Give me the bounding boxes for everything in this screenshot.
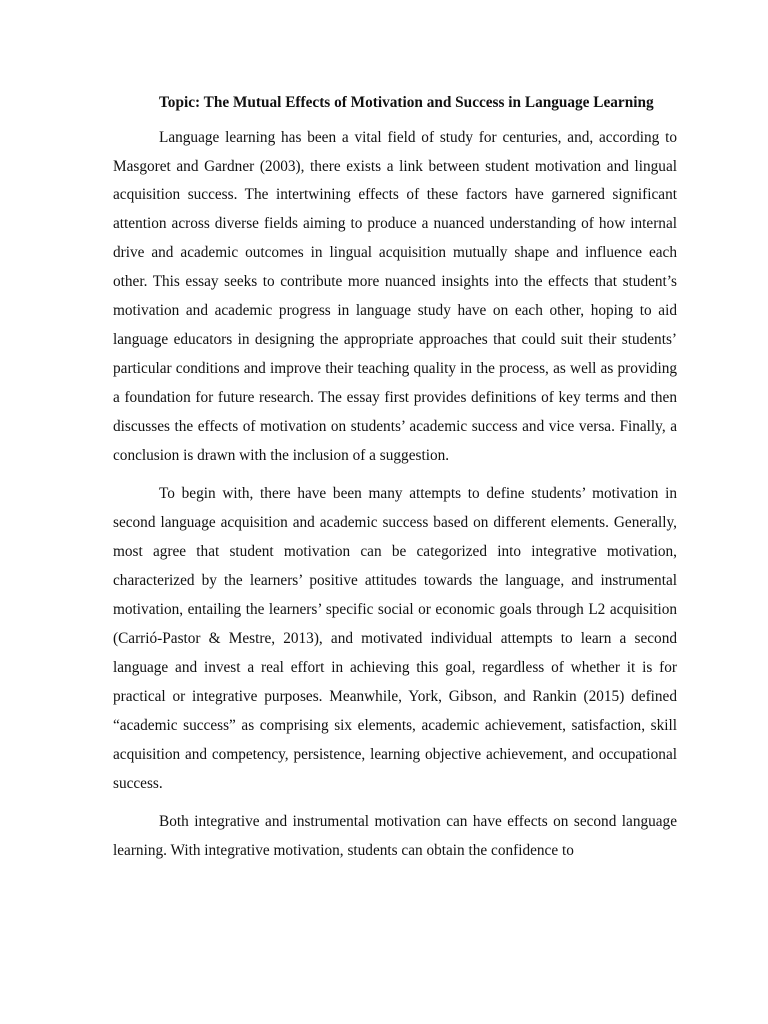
essay-title: Topic: The Mutual Effects of Motivation and Success in Language Learning — [159, 94, 654, 111]
paragraph-definitions: To begin with, there have been many attempts to define students’ motivation in second language acquisition and academic success based on different elements. Generally, most agree that student motivation can be categorized into integrative motivation, characterized by the learners’ positive attitudes towards the language, and instrumental motivation, entailing the learners’ specific social or economic goals through L2 acquisition (Carrió-Pastor & Mestre, 2013), and motivated individual attempts to learn a second language and invest a real effort in achieving this goal, regardless of whether it is for practical or integrative purposes. Meanwhile, York, Gibson, and Rankin (2015) defined “academic success” as comprising six elements, academic achievement, satisfaction, skill acquisition and competency, persistence, learning objective achievement, and occupational success. — [113, 485, 677, 792]
document-body — [113, 89, 677, 876]
paragraph-effects: Both integrative and instrumental motivation can have effects on second language learning. With integrative motivation, students can obtain the confidence to — [113, 813, 677, 860]
paragraph-introduction: Language learning has been a vital field of study for centuries, and, according to Masgoret and Gardner (2003), there exists a link between student motivation and lingual acquisition success. The intertwining effects of these factors have garnered significant attention across diverse fields aiming to produce a nuanced understanding of how internal drive and academic outcomes in lingual acquisition mutually shape and influence each other. This essay seeks to contribute more nuanced insights into the effects that student’s motivation and academic progress in language study have on each other, hoping to aid language educators in designing the appropriate approaches that could suit their students’ particular conditions and improve their teaching quality in the process, as well as providing a foundation for future research. The essay first provides definitions of key terms and then discusses the effects of motivation on students’ academic success and vice versa. Finally, a conclusion is drawn with the inclusion of a suggestion. — [113, 128, 677, 464]
